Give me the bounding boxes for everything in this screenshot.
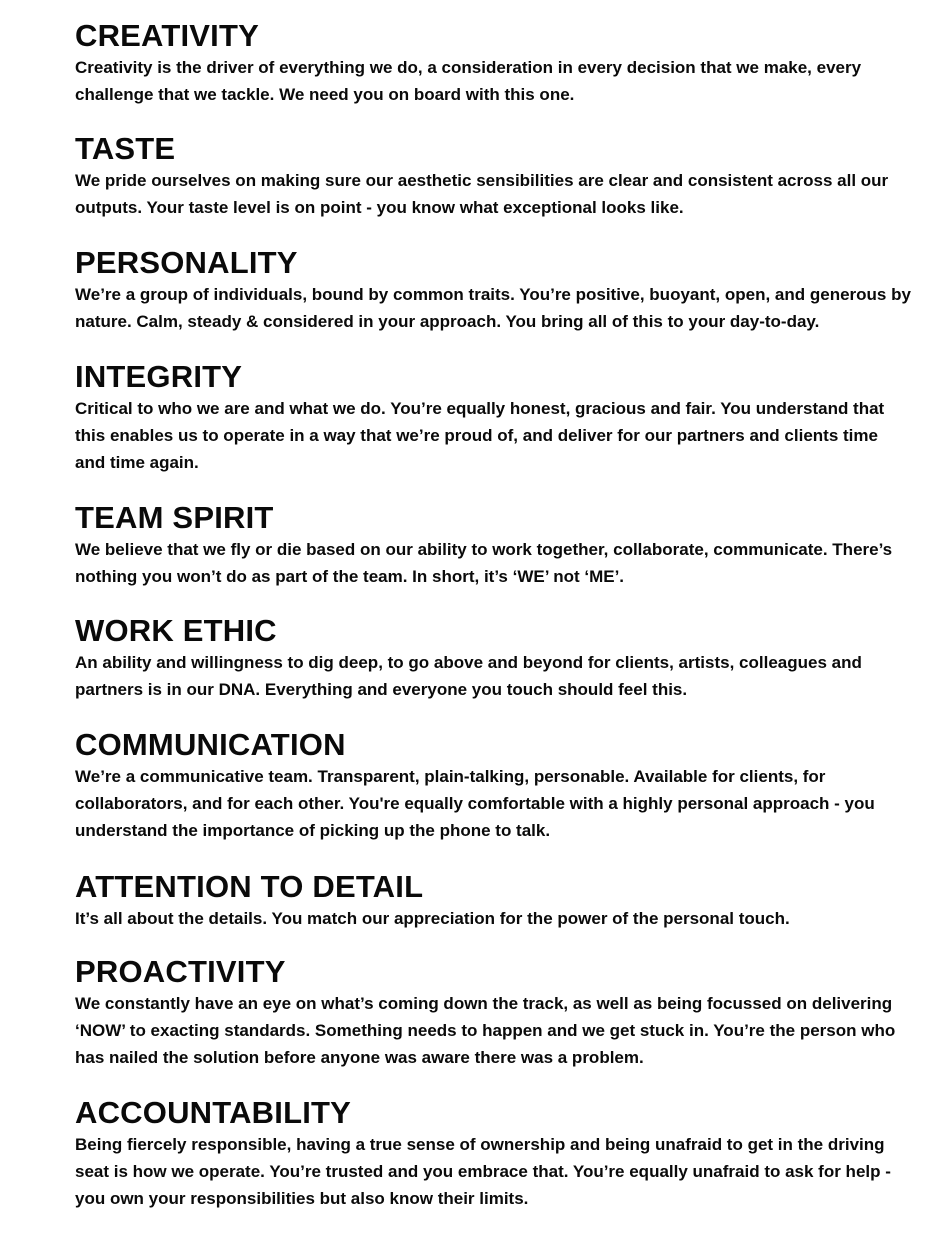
value-heading: ACCOUNTABILITY [75,1095,352,1130]
value-heading: PERSONALITY [75,245,298,280]
value-description: We believe that we fly or die based on our ability to work together, collaborate, communicate. There’s nothing you won’t do as part of the team. In short, it’s ‘WE’ not ‘ME’. [75,540,893,586]
value-description: We’re a group of individuals, bound by common traits. You’re positive, buoyant, open, and generous by nature. Calm, steady & considered in your approach. You bring all of this to your day-to-day. [75,285,911,331]
value-heading: TASTE [75,131,176,166]
value-description: We’re a communicative team. Transparent, plain-talking, personable. Available for clients, for collaborators, and for each other. You're equally comfortable with a highly personal approach - you understand the importance of picking up the phone to talk. [75,767,875,840]
value-section-taste [75,131,925,221]
value-description: An ability and willingness to dig deep, to go above and beyond for clients, artists, colleagues and partners is in our DNA. Everything and everyone you touch should feel this. [75,653,862,699]
value-description: Critical to who we are and what we do. You’re equally honest, gracious and fair. You understand that this enables us to operate in a way that we’re proud of, and deliver for our partners and clients time and time again. [75,399,885,472]
value-section-attention-to-detail [75,869,925,932]
value-heading: CREATIVITY [75,18,259,53]
value-section-personality [75,245,925,335]
value-section-accountability [75,1095,925,1212]
value-heading: COMMUNICATION [75,727,346,762]
value-description: We pride ourselves on making sure our aesthetic sensibilities are clear and consistent across all our outputs. Your taste level is on point - you know what exceptional looks like. [75,171,889,217]
value-heading: INTEGRITY [75,359,243,394]
value-section-proactivity [75,954,925,1071]
value-heading: TEAM SPIRIT [75,500,274,535]
value-description: We constantly have an eye on what’s coming down the track, as well as being focussed on delivering ‘NOW’ to exacting standards. Something needs to happen and we get stuck in. You’re the person who has nailed the solution before anyone was aware there was a problem. [75,994,896,1067]
value-section-integrity [75,359,925,476]
value-section-creativity [75,18,925,108]
value-heading: ATTENTION TO DETAIL [75,869,424,904]
value-description: Being fiercely responsible, having a true sense of ownership and being unafraid to get in the driving seat is how we operate. You’re trusted and you embrace that. You’re equally unafraid to ask for help - you own your responsibilities but also know their limits. [75,1135,891,1208]
value-section-communication [75,727,925,844]
value-section-team-spirit [75,500,925,590]
value-description: Creativity is the driver of everything we do, a consideration in every decision that we make, every challenge that we tackle. We need you on board with this one. [75,58,862,104]
value-description: It’s all about the details. You match our appreciation for the power of the personal touch. [75,909,790,928]
value-section-work-ethic [75,613,925,703]
value-heading: PROACTIVITY [75,954,286,989]
value-heading: WORK ETHIC [75,613,277,648]
